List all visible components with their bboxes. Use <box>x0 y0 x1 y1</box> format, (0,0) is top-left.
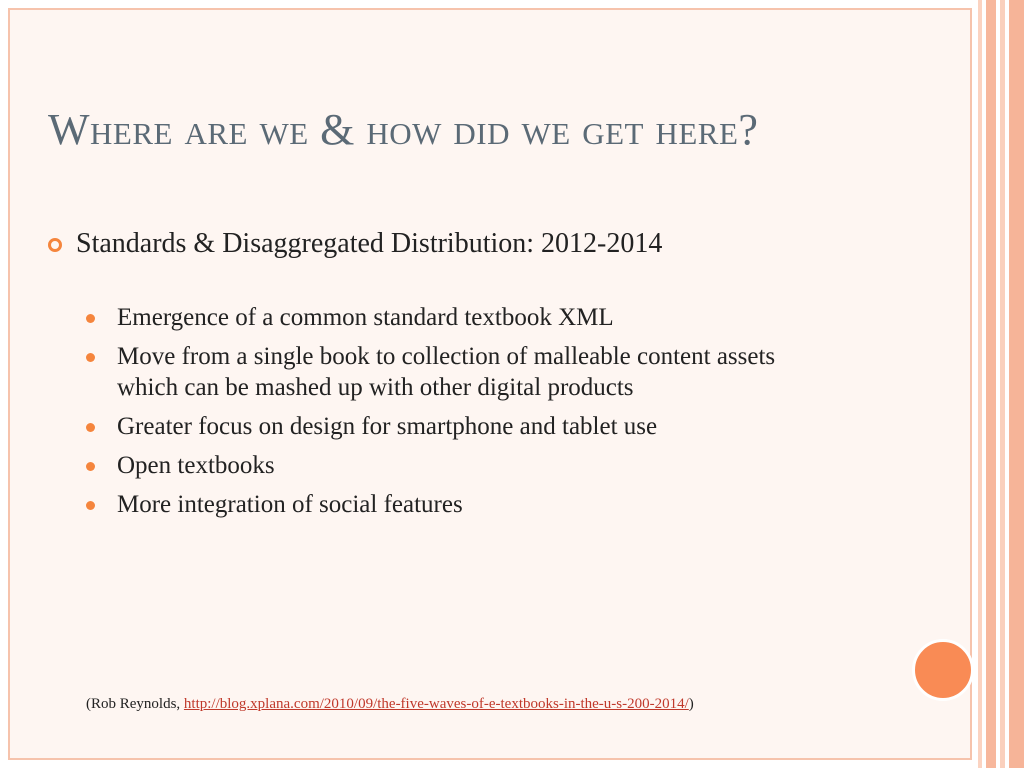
dot-bullet-icon <box>86 314 95 323</box>
list-item-text: Open textbooks <box>117 452 275 479</box>
main-bullet-text: Standards & Disaggregated Distribution: 2012-2014 <box>76 228 663 259</box>
ring-bullet-icon <box>48 238 62 252</box>
list-item <box>86 411 908 442</box>
slide-title: Where are we & how did we get here? <box>48 105 759 154</box>
list-item <box>86 489 908 520</box>
sub-bullet-list <box>48 302 908 520</box>
citation <box>86 694 694 714</box>
dot-bullet-icon <box>86 353 95 362</box>
list-item-text: Greater focus on design for smartphone and tablet use <box>117 413 658 440</box>
decorative-circle <box>912 639 974 701</box>
citation-prefix: (Rob Reynolds, <box>86 696 184 712</box>
citation-link[interactable]: http://blog.xplana.com/2010/09/the-five-waves-of-e-textbooks-in-the-u-s-200-2014/ <box>183 696 689 712</box>
dot-bullet-icon <box>86 423 95 432</box>
citation-suffix: ) <box>688 696 694 712</box>
list-item-text: Move from a single book to collection of malleable content assets which can be mashed up with other digital products <box>117 343 776 401</box>
list-item <box>86 450 908 481</box>
decorative-stripe <box>1009 0 1024 768</box>
decorative-stripe <box>1000 0 1005 768</box>
list-item-text: More integration of social features <box>117 491 463 518</box>
list-item-text: Emergence of a common standard textbook XML <box>117 304 614 331</box>
slide-content <box>48 224 908 528</box>
dot-bullet-icon <box>86 462 95 471</box>
list-item <box>86 341 908 403</box>
main-bullet <box>48 224 908 264</box>
dot-bullet-icon <box>86 501 95 510</box>
decorative-stripe <box>978 0 982 768</box>
list-item <box>86 302 908 333</box>
decorative-stripe <box>986 0 996 768</box>
